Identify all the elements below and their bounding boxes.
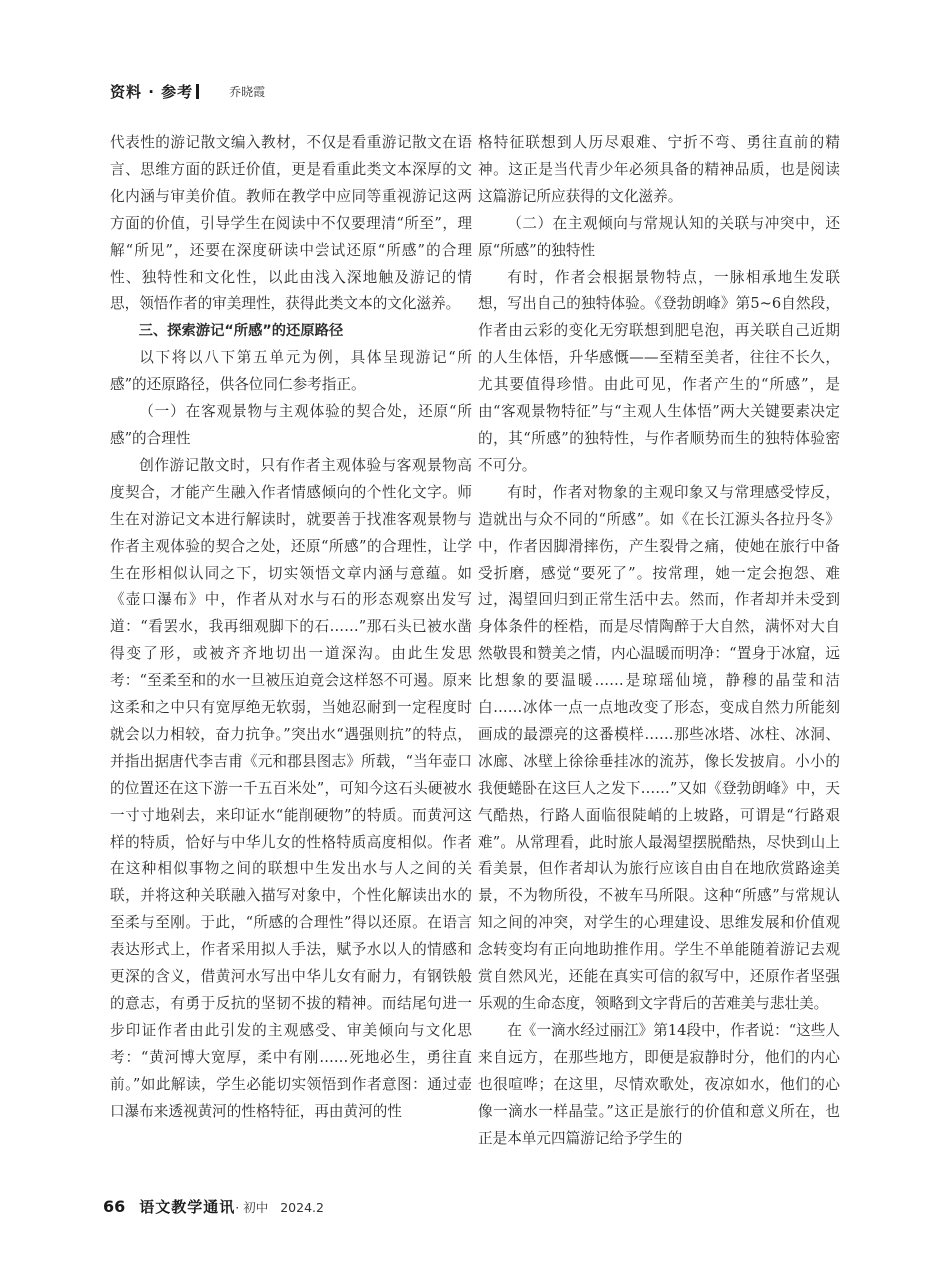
section-tag-bar (196, 84, 199, 99)
paragraph: 代表性的游记散文编入教材，不仅是看重游记散文在语言、思维方面的跃迁价值，更是看重此类文本深厚的文化内涵与审美价值。教师在教学中应同等重视游记这两方面的价值，引导学生在阅读中不仅要理清“所至”，理解“所见”，还要在深度研读中尝试还原“所感”的合理性、独特性和文化性，以此由浅入深地触及游记的情思，领悟作者的审美理性，获得此类文本的文化滋养。 (110, 134, 472, 313)
paragraph: 有时，作者会根据景物特点，一脉相承地生发联想，写出自己的独特体验。《登勃朗峰》第5~6自然段，作者由云彩的变化无穷联想到肥皂泡，再关联自己近期的人生体悟，升华感慨——至精至美者，往往不长久，尤其要值得珍惜。由此可见，作者产生的“所感”，是由“客观景物特征”与“主观人生体悟”两大关键要素决定的，其“所感”的独特性，与作者顺势而生的独特体验密不可分。 (478, 268, 840, 474)
right-column (478, 130, 840, 1152)
paragraph: 创作游记散文时，只有作者主观体验与客观景物高度契合，才能产生融入作者情感倾向的个性化文字。师生在对游记文本进行解读时，就要善于找准客观景物与作者主观体验的契合之处，还原“所感”的合理性，让学生在形相似认同之下，切实领悟文章内涵与意蕴。如《壶口瀑布》中，作者从对水与石的形态观察出发写道：“看罢水，我再细观脚下的石……”那石头已被水凿得变了形，或被齐齐地切出一道深沟。由此生发思考：“至柔至和的水一旦被压迫竟会这样怒不可遏。原来这柔和之中只有宽厚绝无软弱，当她忍耐到一定程度时就会以力相较，奋力抗争。”突出水“遇强则抗”的特点，并指出据唐代李吉甫《元和郡县图志》所载，“当年壶口的位置还在这下游一千五百米处”，可知今这石头硬被水一寸寸地剁去，来印证水“能削硬物”的特质。而黄河这样的特质，恰好与中华儿女的性格特质高度相似。作者在这种相似事物之间的联想中生发出水与人之间的关联，并将这种关联融入描写对象中，个性化解读出水的至柔与至刚。于此，“所感的合理性”得以还原。在语言表达形式上，作者采用拟人手法，赋予水以人的情感和更深的含义，借黄河水写出中华儿女有耐力，有钢铁般的意志，有勇于反抗的坚韧不拔的精神。而结尾句进一步印证作者由此引发的主观感受、审美倾向与文化思考：“黄河博大宽厚，柔中有刚……死地必生，勇往直前。”如此解读，学生必能切实领悟到作者意图：通过壶口瀑布来透视黄河的性格特征，再由黄河的性 (110, 456, 472, 1120)
paragraph: 在《一滴水经过丽江》第14段中，作者说：“这些人来自远方，在那些地方，即便是寂静时分，他们的内心也很喧哗；在这里，尽情欢歌处，夜凉如水，他们的心像一滴水一样晶莹。”这正是旅行的价值和意义所在，也正是本单元四篇游记给予学生的 (478, 1021, 840, 1147)
author-name: 乔晓霞 (229, 84, 266, 99)
paragraph: 格特征联想到人历尽艰难、宁折不弯、勇往直前的精神。这正是当代青少年必须具备的精神品质，也是阅读这篇游记所应获得的文化滋养。 (478, 134, 840, 205)
journal-title: 语文教学通讯 (139, 1198, 236, 1216)
section-heading: 三、探索游记“所感”的还原路径 (138, 323, 344, 340)
paragraph: 有时，作者对物象的主观印象又与常理感受悖反，造就出与众不同的“所感”。如《在长江源头各拉丹冬》中，作者因脚滑摔伤，产生裂骨之痛，使她在旅行中备受折磨，感觉“要死了”。按常理，她一定会抱怨、难过，渴望回归到正常生活中去。然而，作者却并未受到身体条件的桎梏，而是尽情陶醉于大自然，满怀对大自然敬畏和赞美之情，内心温暖而明净：“置身于冰窟，远比想象的要温暖……是琼瑶仙境，静穆的晶莹和洁白……冰体一点一点地改变了形态，变成自然力所能刻画成的最漂亮的这番模样……那些冰塔、冰柱、冰洞、冰廊、冰壁上徐徐垂挂冰的流苏，像长发披肩。小小的我便蜷卧在这巨人之发下……”又如《登勃朗峰》中，天气酷热，行路人面临很陡峭的上坡路，可谓是“行路艰难”。从常理看，此时旅人最渴望摆脱酷热，尽快到山上看美景，但作者却认为旅行应该自由自在地欣赏路途美景，不为物所役，不被车马所限。这种“所感”与常规认知之间的冲突，对学生的心理建设、思维发展和价值观念转变均有正向地助推作用。学生不单能随着游记去观赏自然风光，还能在真实可信的叙写中，还原作者坚强乐观的生命态度，领略到文字背后的苦难美与悲壮美。 (478, 483, 840, 1012)
page-number: 66 (103, 1197, 126, 1216)
section-tag: 资料 · 参考 (110, 82, 194, 101)
journal-edition: · 初中 (235, 1200, 269, 1215)
page-footer (103, 1196, 324, 1217)
issue-number: 2024.2 (280, 1200, 324, 1215)
subsection-heading: （一）在客观景物与主观体验的契合处，还原“所感”的合理性 (110, 403, 472, 447)
left-column (110, 130, 472, 1126)
paragraph: 以下将以八下第五单元为例，具体呈现游记“所感”的还原路径，供各位同仁参考指正。 (110, 349, 472, 394)
subsection-heading: （二）在主观倾向与常规认知的关联与冲突中，还原“所感”的独特性 (478, 214, 840, 259)
page-header (110, 78, 265, 104)
